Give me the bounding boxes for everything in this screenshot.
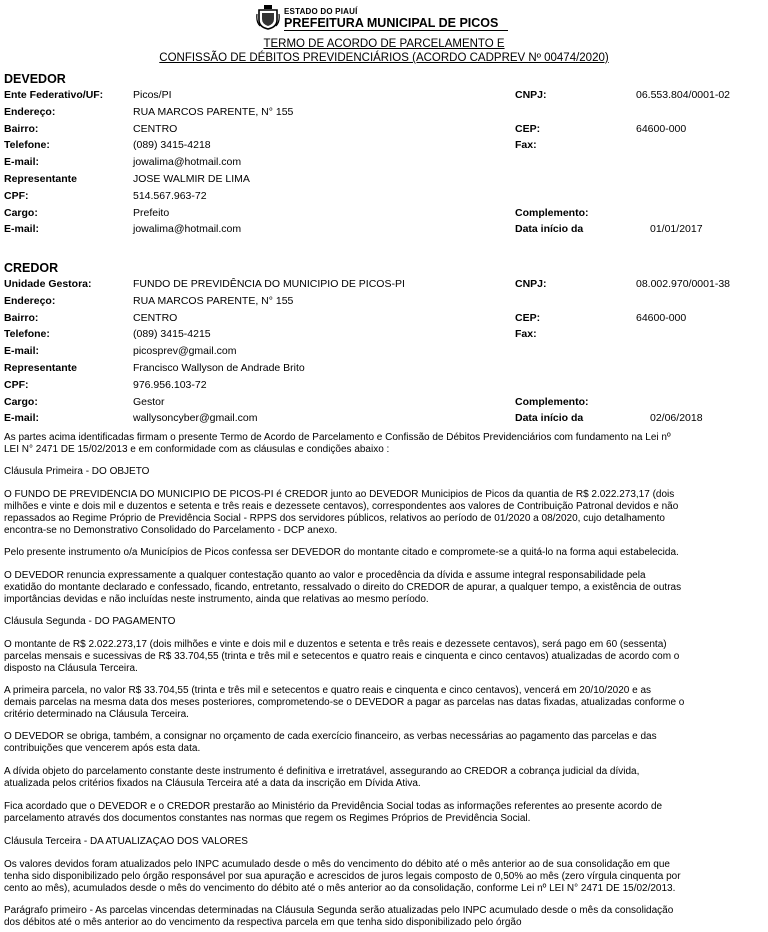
right-field-label: CNPJ: bbox=[515, 278, 547, 290]
table-row bbox=[4, 190, 768, 206]
text-line: Parágrafo primeiro - As parcelas vincendas determinadas na Cláusula Segunda serão atualizadas pelo INPC acumulado desde o mês da consolidação bbox=[4, 905, 674, 916]
text-line: importâncias devidas e não incluídas neste instrumento, ainda que relativas ao mesmo período. bbox=[4, 594, 429, 605]
clause-3-paragraph-1 bbox=[4, 859, 768, 895]
text-line: dos débitos até o mês anterior ao do vencimento da respectiva parcela em que tenha sido disponibilizado pelo órgão bbox=[4, 917, 522, 928]
text-line: A dívida objeto do parcelamento constante deste instrumento é definitiva e irretratável, assegurando ao CREDOR a cobrança judicial da dívida, bbox=[4, 766, 640, 777]
clause-2-title: Cláusula Segunda - DO PAGAMENTO bbox=[4, 616, 176, 627]
right-field-label: CEP: bbox=[515, 122, 541, 135]
text-line: O DEVEDOR renuncia expressamente a qualquer contestação quanto ao valor e procedência da dívida e assume integral responsabilidade pela bbox=[4, 570, 646, 581]
table-row bbox=[4, 328, 768, 344]
text-line: O FUNDO DE PREVIDÊNCIA DO MUNICIPIO DE PICOS-PI é CREDOR junto ao DEVEDOR Municipios de Picos da quantia de R$ 2.022.273,17 (dois bbox=[4, 489, 675, 500]
right-field-label: CNPJ: bbox=[515, 89, 547, 101]
text-line: disposto na Cláusula Terceira. bbox=[4, 663, 138, 674]
field-value: FUNDO DE PREVIDÊNCIA DO MUNICIPIO DE PICOS-PI bbox=[133, 278, 405, 290]
table-row bbox=[4, 207, 768, 223]
prefeitura-name: PREFEITURA MUNICIPAL DE PICOS bbox=[284, 16, 508, 31]
right-field-label: Fax: bbox=[515, 139, 537, 152]
right-field-label: Data início da bbox=[515, 412, 584, 425]
field-label: Telefone: bbox=[4, 139, 50, 152]
clause-2-paragraph-1 bbox=[4, 639, 768, 675]
coat-of-arms-icon bbox=[256, 4, 280, 30]
table-row bbox=[4, 173, 768, 189]
field-value: CENTRO bbox=[133, 122, 178, 135]
right-field-label: CEP: bbox=[515, 311, 541, 324]
table-row bbox=[4, 123, 768, 139]
field-label: E-mail: bbox=[4, 223, 40, 236]
field-label: E-mail: bbox=[4, 156, 40, 169]
text-line: cento ao mês), acumulados desde o mês do vencimento do débito até o mês anterior ao da consolidação, conforme Lei nº LEI N° 2471 DE 15/02/2013. bbox=[4, 883, 676, 894]
field-label: Ente Federativo/UF: bbox=[4, 89, 104, 101]
text-line: critério determinado na Cláusula Terceira. bbox=[4, 709, 189, 720]
table-row bbox=[4, 106, 768, 122]
clause-3-paragraph-2 bbox=[4, 905, 768, 929]
clause-2-paragraph-5 bbox=[4, 801, 768, 825]
table-row bbox=[4, 295, 768, 311]
field-value: CENTRO bbox=[133, 311, 178, 324]
text-line: tenha sido disponibilizado pelo órgão responsável por sua apuração e acrescidos de juros legais composto de 0,50% ao mês (zero vírgula cinquenta por bbox=[4, 871, 681, 882]
field-label: CPF: bbox=[4, 189, 29, 202]
clause-2-paragraph-3 bbox=[4, 731, 768, 755]
clause-2-paragraph-4 bbox=[4, 766, 768, 790]
right-field-value: 64600-000 bbox=[636, 311, 687, 324]
field-label: E-mail: bbox=[4, 345, 40, 358]
table-row bbox=[4, 412, 768, 428]
table-row bbox=[4, 312, 768, 328]
text-line: atualizada pelos critérios fixados na Cláusula Terceira até a data da inscrição em Dívida Ativa. bbox=[4, 778, 421, 789]
text-line: exatidão do montante declarado e confessado, ficando, entretanto, ressalvado o direito do CREDOR de apurar, a qualquer tempo, a existência de outras bbox=[4, 582, 682, 593]
text-line: parcelas mensais e sucessivas de R$ 33.704,55 (trinta e três mil e setecentos e quatro reais e cinquenta e cinco centavos) atualizadas de acordo com o bbox=[4, 651, 680, 662]
field-value: Picos/PI bbox=[133, 89, 172, 101]
right-field-value: 08.002.970/0001-38 bbox=[636, 278, 731, 290]
text-line: Pelo presente instrumento o/a Municípios de Picos confessa ser DEVEDOR do montante citado e compromete-se a quitá-lo na forma aqui estabelecida. bbox=[4, 547, 679, 558]
field-label: Cargo: bbox=[4, 395, 38, 408]
text-line: milhões e vinte e dois mil e duzentos e setenta e três reais e dezessete centavos), correspondentes aos valores de Contribuição Patronal devidos e não bbox=[4, 501, 679, 512]
field-label: Representante bbox=[4, 173, 77, 185]
field-value: Francisco Wallyson de Andrade Brito bbox=[133, 362, 305, 374]
document-header bbox=[256, 4, 516, 34]
field-value: picosprev@gmail.com bbox=[133, 345, 237, 358]
table-row bbox=[4, 345, 768, 361]
right-field-label: Fax: bbox=[515, 328, 537, 341]
intro-paragraph bbox=[4, 432, 768, 456]
text-line: A primeira parcela, no valor R$ 33.704,55 (trinta e três mil e setecentos e quatro reais e cinquenta e cinco centavos), vencerá em 20/10/2020 e as bbox=[4, 685, 652, 696]
text-line: repassados ao Regime Próprio de Previdência Social - RPPS dos servidores públicos, relativos ao período de 01/2020 a 08/2020, cujo detalhamento bbox=[4, 513, 665, 524]
document-title-line2: CONFISSÃO DE DÉBITOS PREVIDENCIÁRIOS (ACORDO CADPREV Nº 00474/2020) bbox=[159, 52, 609, 64]
table-row bbox=[4, 362, 768, 378]
clause-1-paragraph-3 bbox=[4, 570, 768, 606]
credor-heading: CREDOR bbox=[4, 261, 59, 275]
field-value: Prefeito bbox=[133, 206, 170, 219]
field-value: (089) 3415-4215 bbox=[133, 328, 211, 341]
field-label: Telefone: bbox=[4, 328, 50, 341]
text-line: O montante de R$ 2.022.273,17 (dois milhões e vinte e dois mil e duzentos e setenta e três reais e dezessete centavos), será pago em 60 (sessenta) bbox=[4, 639, 667, 650]
right-field-label: Complemento: bbox=[515, 395, 589, 408]
field-value: wallysoncyber@gmail.com bbox=[133, 412, 258, 425]
devedor-heading: DEVEDOR bbox=[4, 72, 66, 86]
field-label: CPF: bbox=[4, 378, 29, 391]
clause-1-paragraph-1 bbox=[4, 489, 768, 537]
text-line: contribuições que vencerem após esta data. bbox=[4, 743, 201, 754]
field-label: Unidade Gestora: bbox=[4, 278, 92, 290]
field-value: (089) 3415-4218 bbox=[133, 139, 211, 152]
right-field-value: 06.553.804/0001-02 bbox=[636, 89, 731, 101]
table-row bbox=[4, 278, 768, 294]
table-row bbox=[4, 139, 768, 155]
field-value: jowalima@hotmail.com bbox=[133, 156, 242, 169]
clause-2-paragraph-2 bbox=[4, 685, 768, 721]
right-field-label: Data início da bbox=[515, 223, 584, 236]
text-line: Fica acordado que o DEVEDOR e o CREDOR prestarão ao Ministério da Previdência Social todas as informações referentes ao presente acordo de bbox=[4, 801, 663, 812]
clause-3-title: Cláusula Terceira - DA ATUALIZAÇÃO DOS VALORES bbox=[4, 836, 248, 847]
document-title-line1: TERMO DE ACORDO DE PARCELAMENTO E bbox=[263, 38, 505, 50]
field-value: RUA MARCOS PARENTE, N° 155 bbox=[133, 105, 294, 118]
table-row bbox=[4, 379, 768, 395]
field-label: Endereço: bbox=[4, 294, 56, 307]
table-row bbox=[4, 156, 768, 172]
right-field-value: 64600-000 bbox=[636, 122, 687, 135]
field-value: Gestor bbox=[133, 395, 165, 408]
text-line: demais parcelas na mesma data dos meses posteriores, comprometendo-se o DEVEDOR a pagar as parcelas nas datas fixadas, atualizadas conforme o bbox=[4, 697, 685, 708]
table-row bbox=[4, 223, 768, 239]
field-value: 514.567.963-72 bbox=[133, 189, 207, 202]
field-label: Bairro: bbox=[4, 122, 39, 135]
field-label: Cargo: bbox=[4, 206, 38, 219]
table-row bbox=[4, 396, 768, 412]
field-value: 976.956.103-72 bbox=[133, 378, 207, 391]
right-field-value: 01/01/2017 bbox=[650, 223, 703, 236]
field-label: E-mail: bbox=[4, 412, 40, 425]
field-label: Representante bbox=[4, 362, 77, 374]
text-line: As partes acima identificadas firmam o presente Termo de Acordo de Parcelamento e Confissão de Débitos Previdenciários com fundamento na Lei nº bbox=[4, 432, 671, 443]
state-name: ESTADO DO PIAUÍ bbox=[284, 7, 358, 16]
text-line: encontra-se no Demonstrativo Consolidado do Parcelamento - DCP anexo. bbox=[4, 525, 338, 536]
right-field-value: 02/06/2018 bbox=[650, 412, 703, 425]
field-value: JOSE WALMIR DE LIMA bbox=[133, 173, 250, 185]
text-line: parcelamento através dos documentos constantes nas normas que regem os Regimes Próprios de Previdência Social. bbox=[4, 813, 531, 824]
right-field-label: Complemento: bbox=[515, 206, 589, 219]
text-line: Os valores devidos foram atualizados pelo INPC acumulado desde o mês do vencimento do débito até o mês anterior ao de sua consolidação em que bbox=[4, 859, 670, 870]
clause-1-paragraph-2 bbox=[4, 547, 768, 559]
field-value: RUA MARCOS PARENTE, N° 155 bbox=[133, 294, 294, 307]
field-label: Endereço: bbox=[4, 105, 56, 118]
field-value: jowalima@hotmail.com bbox=[133, 223, 242, 236]
clause-1-title: Cláusula Primeira - DO OBJETO bbox=[4, 466, 150, 477]
text-line: LEI N° 2471 DE 15/02/2013 e em conformidade com as cláusulas e condições abaixo : bbox=[4, 444, 390, 455]
text-line: O DEVEDOR se obriga, também, a consignar no orçamento de cada exercício financeiro, as verbas necessárias ao pagamento das parcelas e das bbox=[4, 731, 657, 742]
table-row bbox=[4, 89, 768, 105]
field-label: Bairro: bbox=[4, 311, 39, 324]
